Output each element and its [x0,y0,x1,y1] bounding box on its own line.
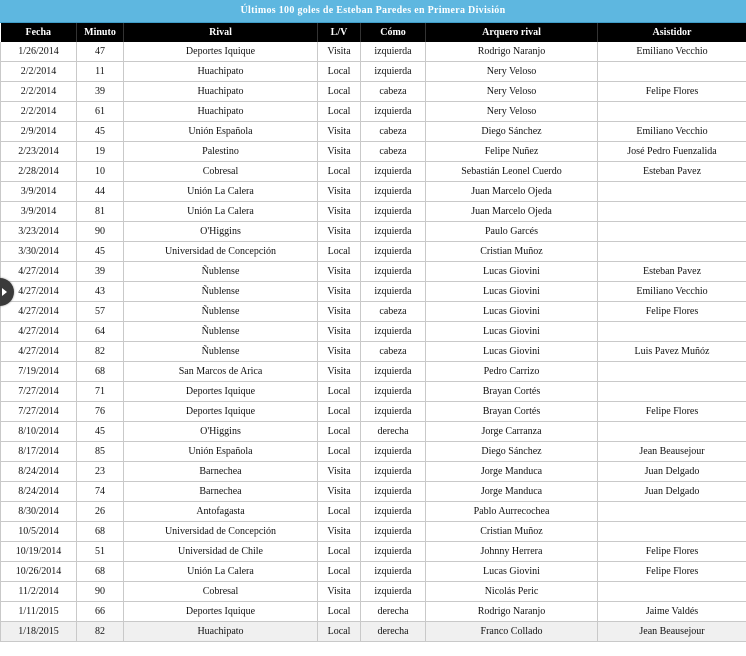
table-cell: Jean Beausejour [598,442,746,462]
table-cell: 4/27/2014 [1,302,77,322]
table-cell: Lucas Giovini [426,262,598,282]
table-cell: Franco Collado [426,622,598,642]
table-cell: izquierda [361,202,426,222]
table-cell: 45 [77,242,124,262]
table-cell [598,202,746,222]
table-cell: Cobresal [124,582,318,602]
table-cell: Paulo Garcés [426,222,598,242]
table-cell: Ñublense [124,282,318,302]
table-cell [598,502,746,522]
table-cell: Visita [318,122,361,142]
table-cell: Visita [318,342,361,362]
table-row [1,602,746,622]
table-row [1,442,746,462]
table-cell: 39 [77,82,124,102]
table-cell: 64 [77,322,124,342]
table-row [1,622,746,642]
table-row [1,222,746,242]
table-cell: 8/30/2014 [1,502,77,522]
table-cell: Deportes Iquique [124,42,318,62]
table-cell: 90 [77,222,124,242]
table-cell: cabeza [361,82,426,102]
table-cell: 44 [77,182,124,202]
table-cell: izquierda [361,382,426,402]
table-cell: 90 [77,582,124,602]
table-cell: 82 [77,342,124,362]
table-cell: izquierda [361,482,426,502]
table-cell: Rodrigo Naranjo [426,42,598,62]
table-cell: Unión Española [124,122,318,142]
table-row [1,162,746,182]
table-row [1,202,746,222]
table-cell [598,522,746,542]
table-row [1,362,746,382]
table-cell: izquierda [361,522,426,542]
table-cell: Diego Sánchez [426,122,598,142]
table-row [1,342,746,362]
table-cell: 10/5/2014 [1,522,77,542]
table-cell: Local [318,62,361,82]
table-cell: 82 [77,622,124,642]
table-cell: Nery Veloso [426,82,598,102]
table-cell: 3/9/2014 [1,202,77,222]
table-cell: 2/2/2014 [1,102,77,122]
table-cell: Felipe Nuñez [426,142,598,162]
table-cell: 8/24/2014 [1,482,77,502]
table-cell: izquierda [361,582,426,602]
table-cell: Ñublense [124,262,318,282]
table-cell: Lucas Giovini [426,282,598,302]
table-cell: 43 [77,282,124,302]
table-cell: Huachipato [124,622,318,642]
table-cell: 2/23/2014 [1,142,77,162]
table-cell: 10/26/2014 [1,562,77,582]
table-cell: Nery Veloso [426,102,598,122]
table-body [1,42,746,642]
table-cell: Pablo Aurrecochea [426,502,598,522]
table-cell: 23 [77,462,124,482]
table-row [1,402,746,422]
table-cell: Visita [318,362,361,382]
table-row [1,302,746,322]
table-row [1,62,746,82]
table-cell: Felipe Flores [598,562,746,582]
table-row [1,542,746,562]
table-cell: Visita [318,142,361,162]
table-cell: izquierda [361,402,426,422]
table-cell: Local [318,162,361,182]
table-cell: derecha [361,422,426,442]
table-cell: Huachipato [124,102,318,122]
table-cell: 45 [77,422,124,442]
table-cell: Esteban Pavez [598,162,746,182]
table-cell: 47 [77,42,124,62]
table-cell: Jorge Carranza [426,422,598,442]
table-cell: Visita [318,262,361,282]
table-cell: Visita [318,582,361,602]
table-cell: Rodrigo Naranjo [426,602,598,622]
table-cell: Lucas Giovini [426,562,598,582]
table-cell: Palestino [124,142,318,162]
table-cell: 3/30/2014 [1,242,77,262]
table-cell [598,62,746,82]
table-cell: izquierda [361,182,426,202]
table-cell: Ñublense [124,342,318,362]
table-cell: Huachipato [124,62,318,82]
table-cell: Barnechea [124,482,318,502]
table-row [1,182,746,202]
table-cell: Local [318,602,361,622]
table-cell: Visita [318,222,361,242]
table-cell: 3/9/2014 [1,182,77,202]
column-header: Rival [124,23,318,42]
table-cell: 7/27/2014 [1,402,77,422]
table-cell: Luis Pavez Muñóz [598,342,746,362]
table-cell: Antofagasta [124,502,318,522]
table-row [1,522,746,542]
table-cell: Cristian Muñoz [426,242,598,262]
table-cell: Visita [318,322,361,342]
table-cell: 1/11/2015 [1,602,77,622]
table-cell: Local [318,502,361,522]
table-cell: 61 [77,102,124,122]
table-cell: Nicolás Peric [426,582,598,602]
table-cell: izquierda [361,542,426,562]
table-cell [598,242,746,262]
table-cell: 7/19/2014 [1,362,77,382]
table-cell: izquierda [361,462,426,482]
table-cell: Local [318,402,361,422]
table-cell [598,582,746,602]
table-cell: derecha [361,602,426,622]
table-cell: Juan Marcelo Ojeda [426,202,598,222]
table-cell: 7/27/2014 [1,382,77,402]
table-cell: Local [318,442,361,462]
table-cell: 8/24/2014 [1,462,77,482]
goals-table [0,23,746,642]
table-cell: Local [318,622,361,642]
table-cell: Huachipato [124,82,318,102]
table-cell: Jaime Valdés [598,602,746,622]
table-cell: Unión Española [124,442,318,462]
table-cell: cabeza [361,142,426,162]
table-cell: Cristian Muñoz [426,522,598,542]
table-cell: Jorge Manduca [426,482,598,502]
table-cell: Nery Veloso [426,62,598,82]
table-cell [598,182,746,202]
table-row [1,482,746,502]
table-cell: izquierda [361,62,426,82]
table-cell: 57 [77,302,124,322]
table-cell: izquierda [361,162,426,182]
table-cell: 2/2/2014 [1,82,77,102]
table-cell: izquierda [361,42,426,62]
table-cell: Unión La Calera [124,562,318,582]
table-cell: 2/2/2014 [1,62,77,82]
table-cell: 71 [77,382,124,402]
table-cell: Deportes Iquique [124,382,318,402]
table-cell: cabeza [361,342,426,362]
table-cell: izquierda [361,282,426,302]
table-cell: Lucas Giovini [426,342,598,362]
table-cell [598,362,746,382]
column-header: Cómo [361,23,426,42]
table-cell: Johnny Herrera [426,542,598,562]
table-row [1,122,746,142]
table-cell: 74 [77,482,124,502]
table-cell: 76 [77,402,124,422]
table-cell: 10 [77,162,124,182]
table-cell: Deportes Iquique [124,402,318,422]
column-header: Arquero rival [426,23,598,42]
table-row [1,322,746,342]
column-header: L/V [318,23,361,42]
table-cell: derecha [361,622,426,642]
table-cell: Visita [318,282,361,302]
table-cell: 11/2/2014 [1,582,77,602]
table-cell: Visita [318,182,361,202]
table-cell: 19 [77,142,124,162]
table-cell: 10/19/2014 [1,542,77,562]
table-cell: 8/17/2014 [1,442,77,462]
table-cell: 4/27/2014 [1,282,77,302]
table-cell [598,382,746,402]
table-cell: Lucas Giovini [426,302,598,322]
table-cell: Ñublense [124,322,318,342]
table-cell: Esteban Pavez [598,262,746,282]
table-cell: Jorge Manduca [426,462,598,482]
table-cell: Felipe Flores [598,82,746,102]
table-cell: 39 [77,262,124,282]
table-cell: Emiliano Vecchio [598,42,746,62]
table-cell: Lucas Giovini [426,322,598,342]
table-cell: Local [318,382,361,402]
table-cell: Local [318,82,361,102]
table-row [1,582,746,602]
table-cell: 26 [77,502,124,522]
table-cell: 1/26/2014 [1,42,77,62]
table-cell: Felipe Flores [598,542,746,562]
table-cell: 4/27/2014 [1,342,77,362]
table-cell: izquierda [361,322,426,342]
table-cell [598,322,746,342]
table-cell: Emiliano Vecchio [598,282,746,302]
table-cell: O'Higgins [124,422,318,442]
table-cell: Unión La Calera [124,202,318,222]
table-cell: Felipe Flores [598,402,746,422]
table-cell: izquierda [361,262,426,282]
table-cell: izquierda [361,222,426,242]
table-cell: cabeza [361,122,426,142]
table-cell: izquierda [361,442,426,462]
table-cell: Universidad de Chile [124,542,318,562]
table-cell [598,422,746,442]
table-cell: 81 [77,202,124,222]
table-cell: Jean Beausejour [598,622,746,642]
table-row [1,422,746,442]
table-cell: 4/27/2014 [1,262,77,282]
table-cell: O'Higgins [124,222,318,242]
table-cell: Visita [318,42,361,62]
table-cell: 66 [77,602,124,622]
table-cell: 68 [77,562,124,582]
table-cell: Emiliano Vecchio [598,122,746,142]
table-row [1,382,746,402]
table-cell: Brayan Cortés [426,402,598,422]
column-header: Minuto [77,23,124,42]
table-cell: Local [318,242,361,262]
table-cell: Sebastián Leonel Cuerdo [426,162,598,182]
table-cell: Universidad de Concepción [124,522,318,542]
table-row [1,82,746,102]
table-cell: izquierda [361,102,426,122]
table-cell: Universidad de Concepción [124,242,318,262]
table-cell: Barnechea [124,462,318,482]
table-cell: Local [318,542,361,562]
table-row [1,102,746,122]
table-cell: Local [318,102,361,122]
table-cell: Local [318,562,361,582]
table-row [1,142,746,162]
table-row [1,562,746,582]
table-row [1,42,746,62]
table-cell: 45 [77,122,124,142]
table-cell: 68 [77,362,124,382]
table-cell: Visita [318,462,361,482]
table-cell: 85 [77,442,124,462]
table-row [1,502,746,522]
table-cell: izquierda [361,562,426,582]
table-row [1,282,746,302]
table-cell: 4/27/2014 [1,322,77,342]
column-header: Asistidor [598,23,746,42]
table-cell [598,102,746,122]
table-cell: Visita [318,482,361,502]
table-cell: 2/28/2014 [1,162,77,182]
table-cell: Unión La Calera [124,182,318,202]
table-cell: Felipe Flores [598,302,746,322]
table-cell: Local [318,422,361,442]
table-cell: 8/10/2014 [1,422,77,442]
table-cell: San Marcos de Arica [124,362,318,382]
table-cell: 51 [77,542,124,562]
table-cell: 1/18/2015 [1,622,77,642]
table-cell: Pedro Carrizo [426,362,598,382]
table-cell: 11 [77,62,124,82]
table-cell: Juan Delgado [598,482,746,502]
table-cell: Cobresal [124,162,318,182]
table-cell: 68 [77,522,124,542]
table-row [1,242,746,262]
table-row [1,462,746,482]
table-cell: Ñublense [124,302,318,322]
table-cell: Visita [318,202,361,222]
table-cell: Diego Sánchez [426,442,598,462]
table-cell: José Pedro Fuenzalida [598,142,746,162]
sheet-title: Últimos 100 goles de Esteban Paredes en Primera División [0,0,746,23]
table-cell: 2/9/2014 [1,122,77,142]
table-cell: Deportes Iquique [124,602,318,622]
table-cell: Juan Marcelo Ojeda [426,182,598,202]
table-cell: cabeza [361,302,426,322]
table-row [1,262,746,282]
table-cell: Brayan Cortés [426,382,598,402]
table-cell: Visita [318,522,361,542]
column-header: Fecha [1,23,77,42]
table-cell: Visita [318,302,361,322]
header-row [1,23,746,42]
table-cell: Juan Delgado [598,462,746,482]
table-cell: 3/23/2014 [1,222,77,242]
table-cell: izquierda [361,362,426,382]
table-cell: izquierda [361,502,426,522]
table-cell: izquierda [361,242,426,262]
table-cell [598,222,746,242]
